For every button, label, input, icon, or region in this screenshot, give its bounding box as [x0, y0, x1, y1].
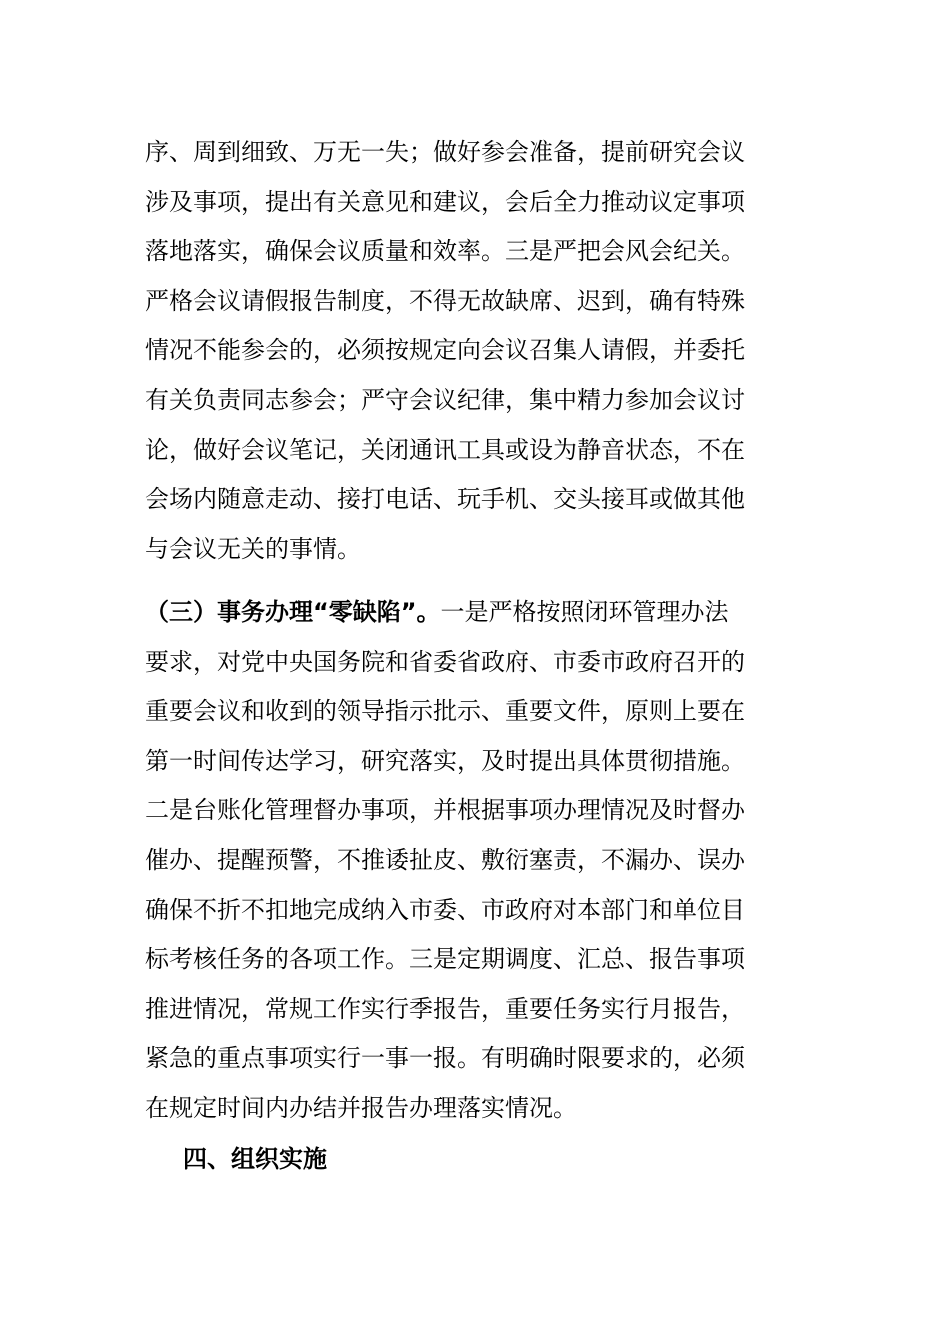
- text-line: 会场内随意走动、接打电话、玩手机、交头接耳或做其他: [145, 485, 745, 514]
- section-heading: 四、组织实施: [183, 1145, 327, 1173]
- text-line: 重要会议和收到的领导指示批示、重要文件，原则上要在: [145, 697, 745, 726]
- text-line: 情况不能参会的，必须按规定向会议召集人请假，并委托: [145, 336, 745, 365]
- text-line: 论，做好会议笔记，关闭通讯工具或设为静音状态，不在: [145, 435, 745, 464]
- text-line: 确保不折不扣地完成纳入市委、市政府对本部门和单位目: [145, 895, 745, 924]
- paragraph-text: [145, 128, 810, 574]
- text-line: 涉及事项，提出有关意见和建议，会后全力推动议定事项: [145, 187, 745, 216]
- text-line: 要求，对党中央国务院和省委省政府、市委市政府召开的: [145, 647, 745, 676]
- text-line: 标考核任务的各项工作。三是定期调度、汇总、报告事项: [145, 945, 745, 974]
- text-line-rest: 一是严格按照闭环管理办法: [440, 598, 729, 626]
- text-line: 第一时间传达学习，研究落实，及时提出具体贯彻措施。: [145, 746, 745, 775]
- paragraph-affairs-handling: [145, 588, 810, 1134]
- text-line: 与会议无关的事情。: [145, 534, 361, 563]
- paragraph-text: [145, 588, 810, 1134]
- text-line: 落地落实，确保会议质量和效率。三是严把会风会纪关。: [145, 237, 745, 266]
- text-line: 在规定时间内办结并报告办理落实情况。: [145, 1093, 577, 1122]
- text-line: 有关负责同志参会；严守会议纪律，集中精力参加会议讨: [145, 385, 745, 414]
- text-line: 催办、提醒预警，不推诿扯皮、敷衍塞责，不漏办、误办: [145, 845, 745, 874]
- subsection-heading: （三）事务办理“零缺陷”。: [145, 598, 441, 626]
- text-line: 紧急的重点事项实行一事一报。有明确时限要求的，必须: [145, 1044, 745, 1073]
- text-line: 序、周到细致、万无一失；做好参会准备，提前研究会议: [145, 138, 745, 166]
- text-line: [145, 588, 810, 638]
- text-line: 二是台账化管理督办事项，并根据事项办理情况及时督办: [145, 796, 745, 825]
- text-line: 推进情况，常规工作实行季报告，重要任务实行月报告，: [145, 994, 745, 1023]
- paragraph-meeting-discipline: [145, 128, 810, 574]
- text-line: 严格会议请假报告制度，不得无故缺席、迟到，确有特殊: [145, 286, 745, 315]
